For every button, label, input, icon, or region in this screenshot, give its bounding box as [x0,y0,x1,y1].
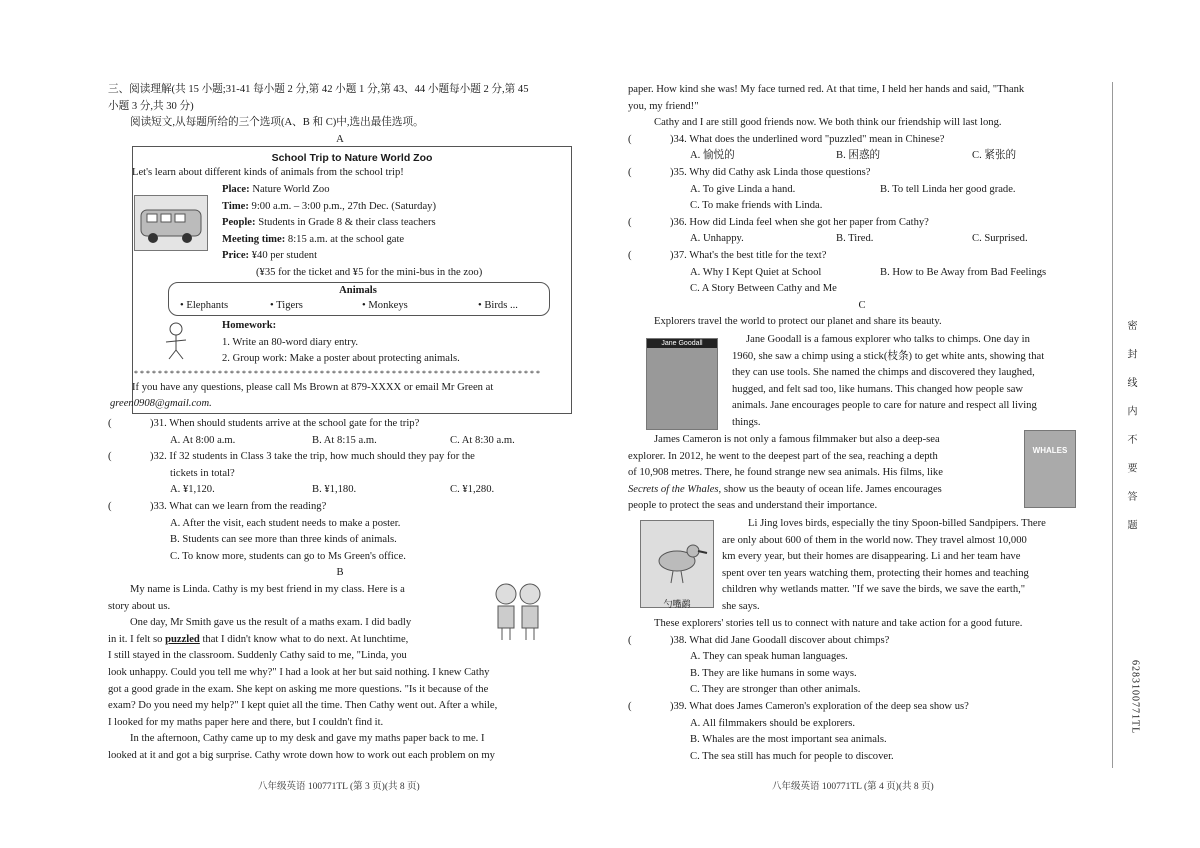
price-note: (¥35 for the ticket and ¥5 for the mini-bus in the zoo) [256,266,483,278]
story-b: My name is Linda. Cathy is my best friend in my class. Here is a story about us. One day, Mr Smith gave us the result of a maths exam. I did badly in it. I felt so puzzled that I didn't know what to do next. At lunchtime, I still stayed in the classroom. Suddenly Cathy said to me, "Linda, you look unhappy. Could you tell me why?" I had a look at her but said nothing. I knew Cathy got a good grade in the exam. She kept on asking me more questions. "Is it because of the exam? Do you need my help?" I kept quiet all the time. Then Cathy went out. After a while, I looked for my maths paper here and there, but I couldn't find it. In the afternoon, Cathy came up to my desk and gave my maths paper back to me. I looked at it and got a big surprise. Cathy wrote down how to work out each problem on my [108,584,498,761]
paper-code: 6283100771TL [1129,660,1141,735]
question-35: ( )35. Why did Cathy ask Linda those questions? [628,166,871,178]
section-title-cont: 小题 3 分,共 30 分) [108,100,194,112]
jane-goodall-book-image [646,338,718,430]
time-value: 9:00 a.m. – 3:00 p.m., 27th Dec. (Saturday) [251,200,437,212]
animal-monkeys: • Monkeys [362,300,408,311]
notice-details [222,182,482,282]
page-footer-right: 八年级英语 100771TL (第 4 页)(共 8 页) [772,782,934,792]
time-label: Time: [222,200,249,212]
teacher-drawing [160,320,192,360]
question-38-option-c: C. They are stronger than other animals. [690,684,861,696]
girls-illustration [488,580,548,642]
animals-title: Animals [339,285,377,296]
homework [222,318,460,368]
question-32-stem-cont: tickets in total? [170,467,235,479]
contact-info: If you have any questions, please call Ms Brown at 879-XXXX or email Mr Green at [132,382,494,393]
question-33-option-c: C. To know more, students can go to Ms Green's office. [170,550,406,562]
whales-book-image [1024,430,1076,508]
seal-line-notice: 密 封 线 内 不 要 答 题 [1125,320,1136,538]
instruction: 阅读短文,从每题所给的三个选项(A、B 和 C)中,选出最佳选项。 [130,117,424,129]
james-paragraph: James Cameron is not only a famous filmmaker but also a deep-sea explorer. In 2012, he went to the deepest part of the sea, reaching a depth of 10,908 metres. There, he found strange new sea animals. His films, like Secrets of the Whales, show us the beauty of ocean life. James encourages people to protect the seas and understand their importance. [628,434,943,512]
bird-caption: 勺嘴鹬 [663,598,691,609]
question-35-option-c: C. To make friends with Linda. [690,200,823,212]
price-label: Price: [222,250,250,262]
animal-elephants: • Elephants [180,300,229,311]
contact-email: green0908@gmail.com. [110,398,212,409]
passage-label-c: C [858,299,866,311]
notice-intro: Let's learn about different kinds of animals from the school trip! [132,167,404,178]
question-33-option-a: A. After the visit, each student needs to make a poster. [170,517,401,529]
question-36-options: A. Unhappy. B. Tired. C. Surprised. [690,233,1028,245]
right-column: paper. How kind she was! My face turned red. At that time, I held her hands and said, "Thank you, my friend!" Cathy and I are still good friends now. We both think our friendship will last long. ( )34. What does the underlined word "puzzled" mean in Chinese? A. 愉悦的 B. 困惑的 C. 紧张的 ( )35. Why did Cathy ask Linda those questions? A. To give Linda a hand. B. To tell Linda her good grade. C. To make friends with Linda. ( )36. How did Linda feel when she got her paper from Cathy? A. Unhappy. B. Tired. C. Surprised. ( )37. What's the best title for the text? A. Why I Kept Quiet at School B. How to Be Away from Bad Feelings C. A Story Between Cathy and Me C Explorers travel the world to protect our planet and share its beauty. [628,82,1096,331]
passage-c-intro: Explorers travel the world to protect our planet and share its beauty. [654,316,942,328]
question-33: ( )33. What can we learn from the reading? [108,500,327,512]
questions-c [628,616,1096,765]
question-36: ( )36. How did Linda feel when she got her paper from Cathy? [628,216,929,228]
left-column [108,82,572,148]
seal-line [1112,82,1113,768]
question-34-options: A. 愉悦的 B. 困惑的 C. 紧张的 [690,150,1017,162]
animal-tigers: • Tigers [270,300,303,311]
passage-c-closing: These explorers' stories tell us to connect with nature and take action for a good future. [654,618,1023,629]
jane-book-title: Jane Goodall [647,339,717,348]
bird-icon [641,521,713,591]
homework-item-2: 2. Group work: Make a poster about protecting animals. [222,353,460,365]
sandpiper-image [640,520,714,608]
section-title: 三、阅读理解(共 15 小题;31-41 每小题 2 分,第 42 小题 1 分,第 43、44 小题每小题 2 分,第 45 [108,84,529,95]
notice-title: School Trip to Nature World Zoo [271,152,433,164]
homework-item-1: 1. Write an 80-word diary entry. [222,336,359,348]
whales-film-title: Secrets of the Whales, [628,483,722,495]
question-38-option-a: A. They can speak human languages. [690,651,848,663]
question-32: ( )32. If 32 students in Class 3 take the trip, how much should they pay for the [108,451,475,463]
meeting-value: 8:15 a.m. at the school gate [287,233,405,245]
question-33-option-b: B. Students can see more than three kinds of animals. [170,534,397,546]
passage-label-a: A [336,133,344,145]
li-jing-paragraph: Li Jing loves birds, especially the tiny Spoon-billed Sandpipers. There are only about 600 of them in the world now. They travel almost 10,000 km every year, but their homes are disappearing. Li and her team have spent over ten years watching them, protecting their homes and teaching children why wetlands matter. "If we save the birds, we save the earth," she says. [722,518,1046,612]
place-label: Place: [222,184,250,195]
question-39-option-b: B. Whales are the most important sea animals. [690,734,887,746]
question-35-options: A. To give Linda a hand. B. To tell Linda her good grade. [690,183,1016,195]
teacher-icon [160,320,192,360]
place-value: Nature World Zoo [252,184,330,195]
homework-title: Homework: [222,320,277,331]
star-divider: * * * * * * * * * * * * * * * * * * * * * * * * * * * * * * * * * * * * * * * * * * * * * * * * * * * * * * * * * * * * * * * * * * * * [134,369,540,378]
question-38-option-b: B. They are like humans in some ways. [690,667,857,679]
animal-birds: • Birds ... [478,300,518,311]
price-value: ¥40 per student [251,250,318,262]
question-38: ( )38. What did Jane Goodall discover about chimps? [628,634,890,646]
meeting-label: Meeting time: [222,233,286,245]
question-31: ( )31. When should students arrive at the school gate for the trip? [108,418,420,429]
people-label: People: [222,217,256,229]
question-39-option-a: A. All filmmakers should be explorers. [690,717,856,729]
school-bus-image [134,195,208,251]
question-39: ( )39. What does James Cameron's exploration of the deep sea show us? [628,700,969,712]
jane-paragraph: Jane Goodall is a famous explorer who talks to chimps. One day in 1960, she saw a chimp using a stick(枝条) to get white ants, showing that they can use tools. She named the chimps and discovered they laughed, hugged, and felt sad too, like humans. This changed how people saw animals. Jane encourages people to care for nature and respect all living things. [732,334,1045,428]
question-39-option-c: C. The sea still has much for people to discover. [690,750,894,762]
two-girls-icon [488,580,548,642]
bus-icon [135,196,207,250]
puzzled-word: puzzled [165,633,200,645]
whales-book-title: WHALES [1032,446,1068,455]
question-32-options: A. ¥1,120. B. ¥1,180. C. ¥1,280. [170,484,495,496]
page-footer-left: 八年级英语 100771TL (第 3 页)(共 8 页) [258,782,420,792]
people-value: Students in Grade 8 & their class teachers [258,217,436,229]
question-34: ( )34. What does the underlined word "puzzled" mean in Chinese? [628,133,945,145]
question-31-options: A. At 8:00 a.m. B. At 8:15 a.m. C. At 8:30 a.m. [170,434,515,446]
question-37-option-c: C. A Story Between Cathy and Me [690,283,837,295]
question-37-options: A. Why I Kept Quiet at School B. How to Be Away from Bad Feelings [690,266,1047,278]
questions-a [108,416,572,582]
passage-label-b: B [336,567,344,579]
question-37: ( )37. What's the best title for the text? [628,249,827,261]
